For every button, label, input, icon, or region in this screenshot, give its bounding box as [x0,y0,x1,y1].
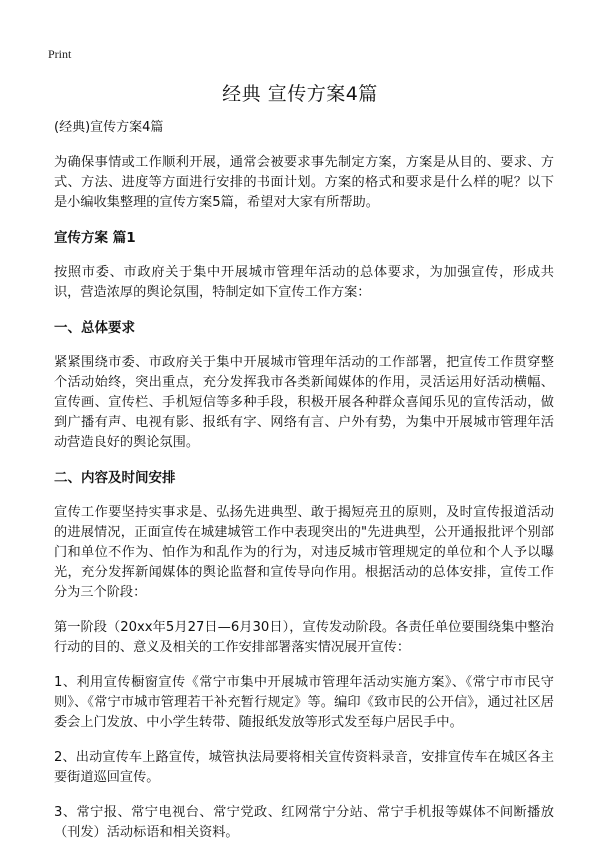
document-subtitle: (经典)宣传方案4篇 [54,120,164,135]
heading-content-schedule: 二、内容及时间安排 [54,470,176,486]
general-requirements-paragraph: 紧紧围绕市委、市政府关于集中开展城市管理年活动的工作部署，把宣传工作贯穿整个活动始终，突出重点，充分发挥我市各类新闻媒体的作用，灵活运用好活动横幅、宣传画、宣传栏、手机短信等多种手段，积极开展各种群众喜闻乐见的宣传活动，做到广播有声、电视有影、报纸有字、网络有言、户外有势，为集中开展城市管理年活动营造良好的舆论氛围。 [54,355,554,450]
section-intro-paragraph: 按照市委、市政府关于集中开展城市管理年活动的总体要求，为加强宣传，形成共识，营造浓厚的舆论氛围，特制定如下宣传工作方案： [54,265,554,300]
stage-one-paragraph: 第一阶段（20xx年5月27日—6月30日），宣传发动阶段。各责任单位要围绕集中整治行动的目的、意义及相关的工作安排部署落实情况展开宣传： [54,620,554,655]
content-schedule-paragraph: 宣传工作要坚持实事求是、弘扬先进典型、敢于揭短亮丑的原则，及时宣传报道活动的进展情况，正面宣传在城建城管工作中表现突出的"先进典型，公开通报批评个别部门和单位不作为、怕作为和乱作为的行为，对违反城市管理规定的单位和个人予以曝光，充分发挥新闻媒体的舆论监督和宣传导向作用。根据活动的总体安排，宣传工作分为三个阶段： [54,505,554,600]
section-title: 宣传方案 篇1 [54,230,136,246]
list-item-3: 3、常宁报、常宁电视台、常宁党政、红网常宁分站、常宁手机报等媒体不间断播放（刊发）活动标语和相关资料。 [54,805,554,840]
heading-general-requirements: 一、总体要求 [54,320,135,336]
document-body [54,118,554,858]
document-title: 经典 宣传方案4篇 [222,83,378,105]
intro-paragraph: 为确保事情或工作顺利开展，通常会被要求事先制定方案，方案是从目的、要求、方式、方法、进度等方面进行安排的书面计划。方案的格式和要求是什么样的呢？以下是小编收集整理的宣传方案5篇，希望对大家有所帮助。 [54,155,554,210]
list-item-1: 1、利用宣传橱窗宣传《常宁市集中开展城市管理年活动实施方案》、《常宁市市民守则》、《常宁市城市管理若干补充暂行规定》等。编印《致市民的公开信》，通过社区居委会上门发放、中小学生转带、随报纸发放等形式发至每户居民手中。 [54,675,554,730]
list-item-2: 2、出动宣传车上路宣传，城管执法局要将相关宣传资料录音，安排宣传车在城区各主要街道巡回宣传。 [54,750,554,785]
print-label: Print [48,47,72,61]
